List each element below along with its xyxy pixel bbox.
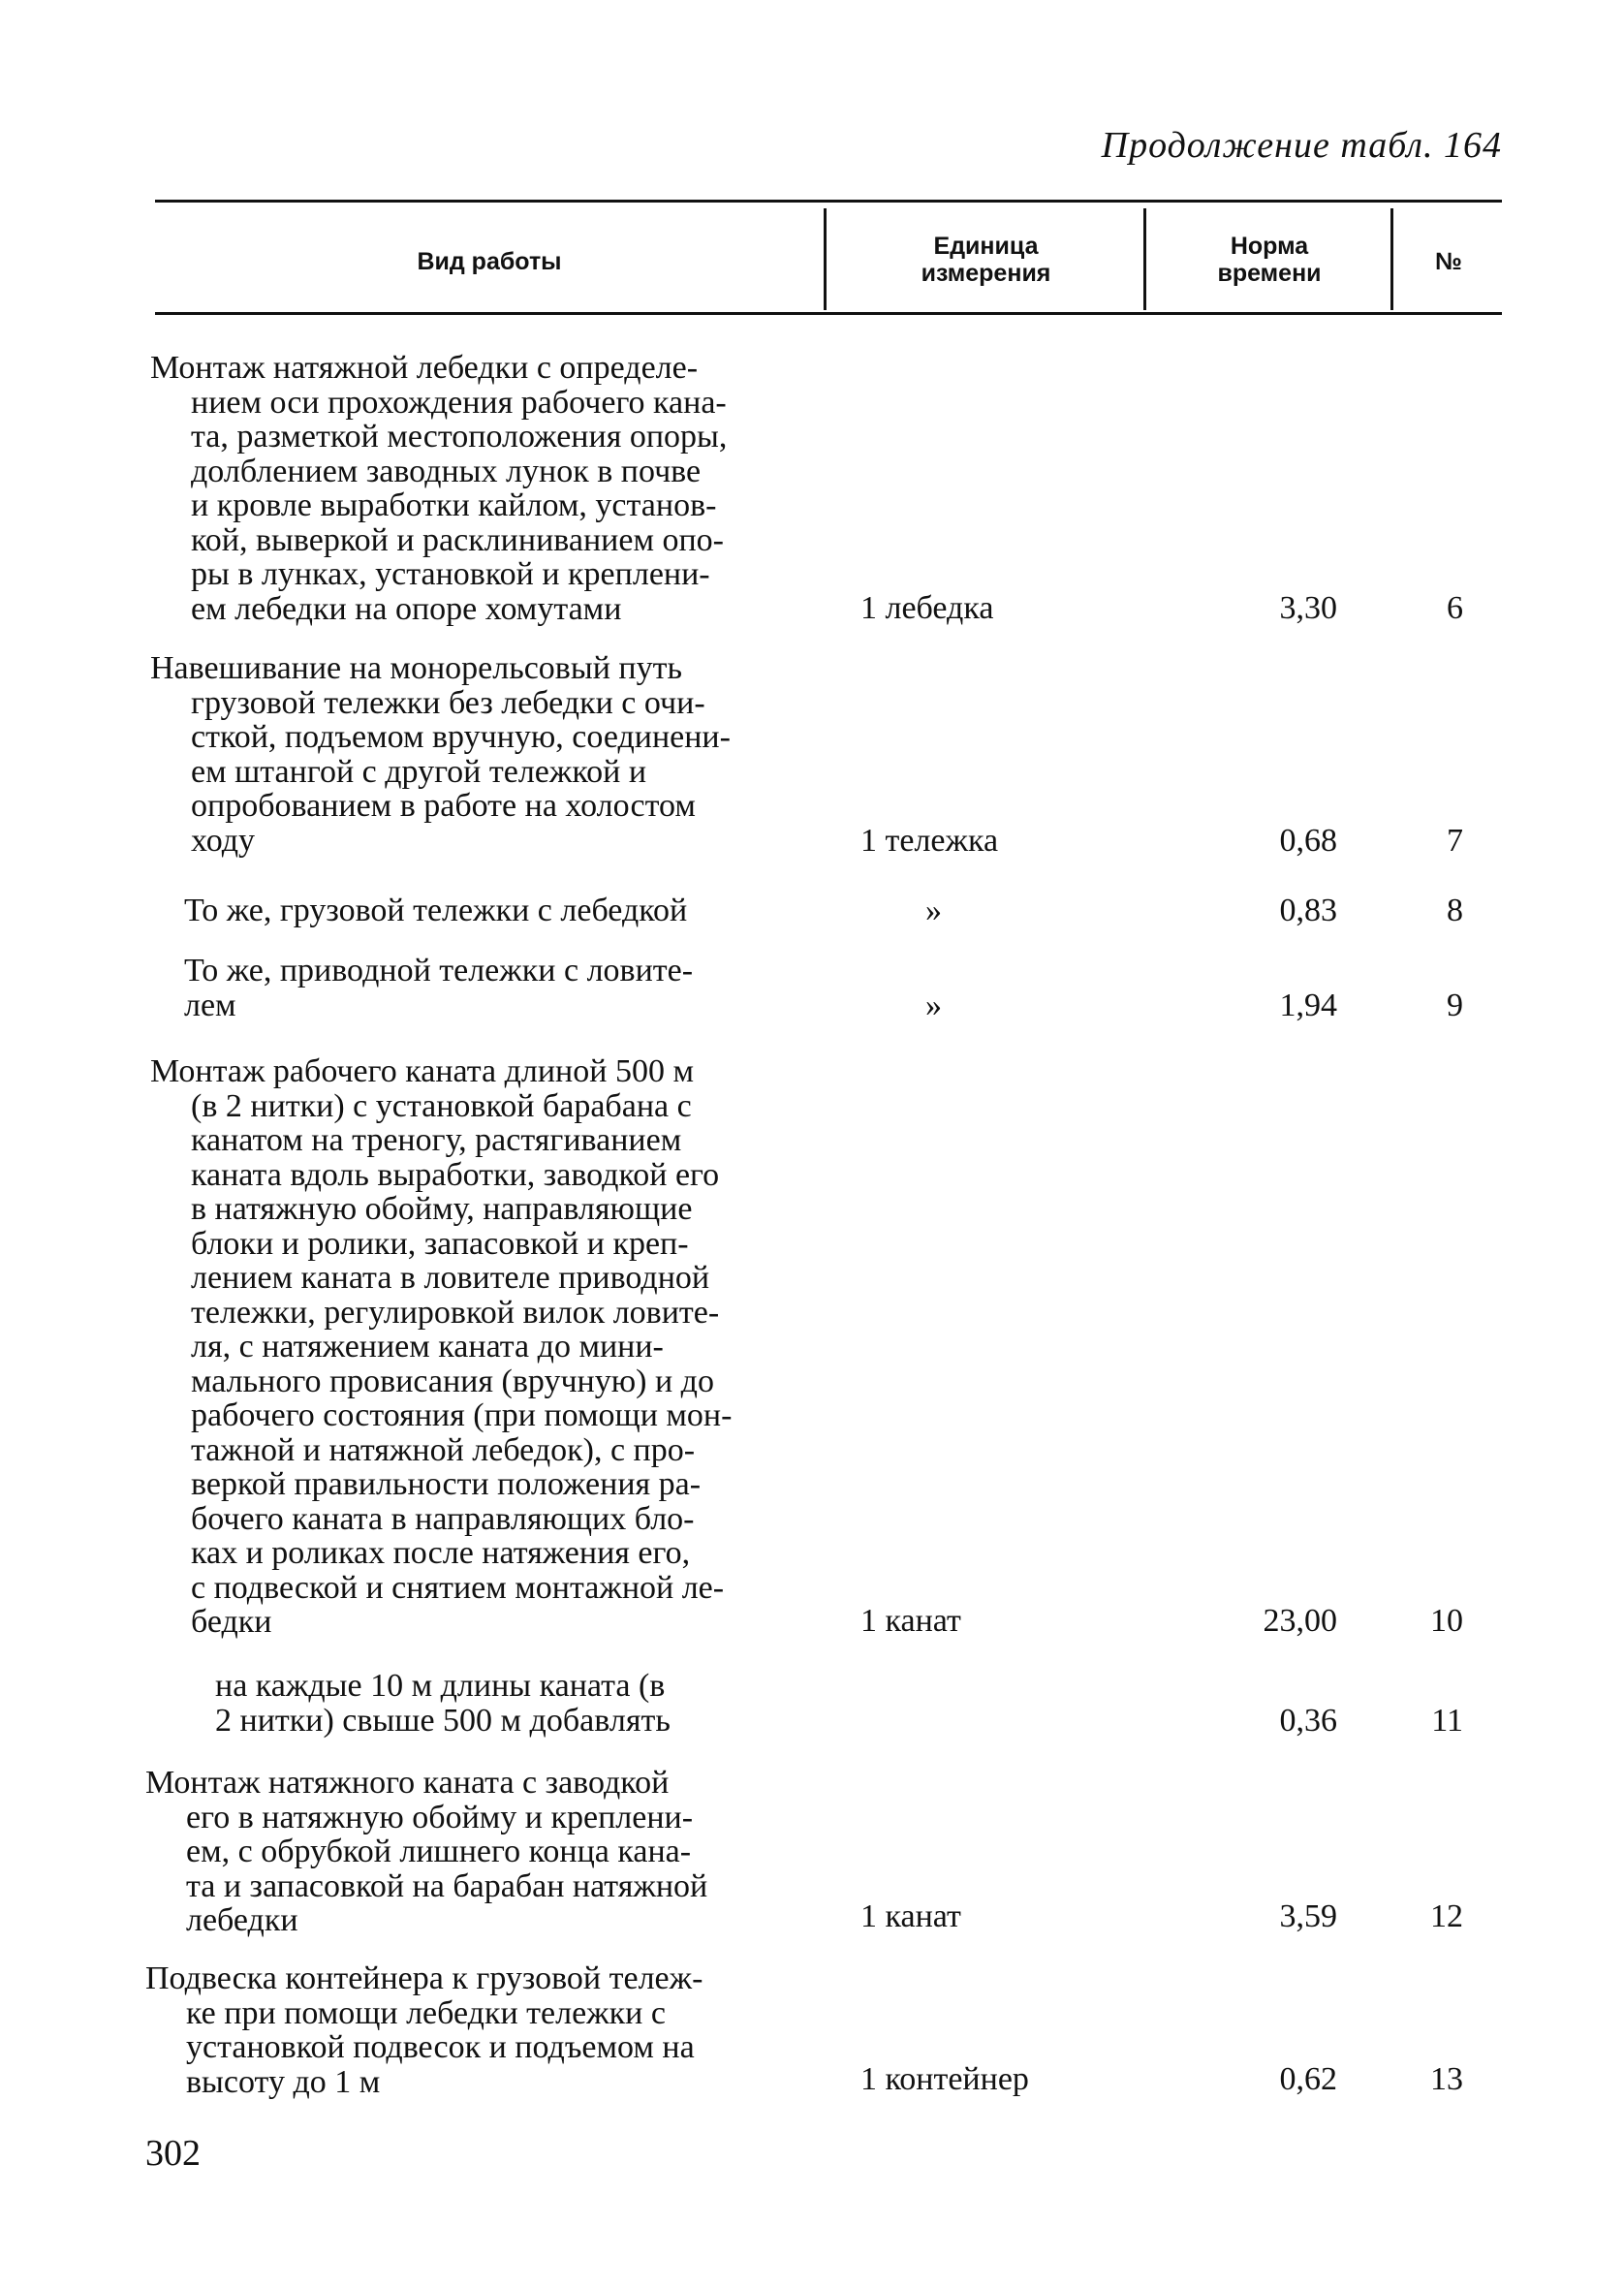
header-divider-3 [1390, 208, 1393, 310]
work-line: каната вдоль выработки, заводкой его [191, 1156, 720, 1193]
work-description [150, 651, 819, 858]
work-line: та, разметкой местоположения опоры, [191, 419, 728, 455]
norm-cell: 1,94 [1279, 988, 1337, 1023]
work-description [184, 894, 819, 928]
work-line: установкой подвесок и подъемом на [186, 2029, 695, 2065]
unit-cell: 1 канат [860, 1898, 961, 1934]
table-top-rule [155, 200, 1502, 203]
column-header-work-label: Вид работы [417, 248, 562, 275]
work-line: лебедки [186, 1902, 298, 1938]
norm-cell: 3,59 [1279, 1898, 1337, 1934]
work-line: ем, с обрубкой лишнего конца кана- [186, 1834, 692, 1869]
work-line: ках и роликах после натяжения его, [191, 1535, 691, 1571]
work-line: грузовой тележки без лебедки с очи- [191, 684, 705, 721]
work-line: рабочего состояния (при помощи мон- [191, 1397, 733, 1433]
unit-cell: » [925, 988, 942, 1023]
work-description [145, 1766, 819, 1938]
work-line: высоту до 1 м [186, 2063, 381, 2100]
page-number: 302 [145, 2133, 201, 2174]
work-line: веркой правильности положения ра- [191, 1466, 702, 1502]
header-divider-1 [824, 208, 827, 310]
work-line: тажной и натяжной лебедок), с про- [191, 1431, 696, 1468]
norm-cell: 0,68 [1279, 823, 1337, 859]
row-number-cell: 8 [1447, 893, 1463, 928]
norm-cell: 0,36 [1279, 1703, 1337, 1739]
work-line: мального провисания (вручную) и до [191, 1363, 714, 1399]
unit-cell: 1 лебедка [860, 590, 994, 626]
work-line: ры в лунках, установкой и креплени- [191, 556, 710, 592]
header-divider-2 [1143, 208, 1146, 310]
norm-cell: 0,62 [1279, 2061, 1337, 2097]
work-line: ля, с натяжением каната до мини- [191, 1329, 664, 1364]
row-number-cell: 9 [1447, 988, 1463, 1023]
row-number-cell: 7 [1447, 823, 1463, 859]
work-line: долблением заводных лунок в почве [191, 453, 702, 489]
work-line: бочего каната в направляющих бло- [191, 1500, 695, 1537]
work-line: в натяжную обойму, направляющие [191, 1191, 693, 1227]
column-header-num-label: № [1435, 248, 1462, 275]
unit-cell: 1 тележка [860, 823, 999, 859]
norm-cell: 3,30 [1279, 590, 1337, 626]
row-number-cell: 10 [1430, 1603, 1463, 1639]
column-header-unit [828, 233, 1143, 287]
unit-cell: 1 контейнер [860, 2061, 1029, 2097]
work-line: ем штангой с другой тележкой и [191, 753, 647, 790]
work-line: То же, грузовой тележки с лебедкой [184, 893, 688, 928]
norm-cell: 23,00 [1263, 1603, 1337, 1639]
column-header-norm [1148, 233, 1390, 287]
work-description [150, 1054, 819, 1640]
work-line: лением каната в ловителе приводной [191, 1260, 710, 1296]
work-line: канатом на треногу, растягиванием [191, 1122, 682, 1158]
work-description [145, 1961, 819, 2099]
work-line: (в 2 нитки) с установкой барабана с [191, 1087, 692, 1124]
work-description [150, 351, 819, 626]
work-line: нием оси прохождения рабочего кана- [191, 384, 727, 421]
column-header-norm-line2: времени [1217, 260, 1322, 287]
table-header-bottom-rule [155, 312, 1502, 315]
work-line: та и запасовкой на барабан натяжной [186, 1867, 708, 1904]
work-line: Монтаж натяжного каната с заводкой [145, 1765, 670, 1801]
work-description [184, 954, 819, 1022]
column-header-unit-line2: измерения [921, 260, 1051, 287]
work-line: бедки [191, 1604, 272, 1640]
work-line: тележки, регулировкой вилок ловите- [191, 1294, 720, 1331]
row-number-cell: 11 [1431, 1703, 1463, 1739]
work-line: Монтаж натяжной лебедки с определе- [150, 350, 699, 386]
work-line: с подвеской и снятием монтажной ле- [191, 1569, 725, 1606]
unit-cell: » [925, 893, 942, 928]
work-line: и кровле выработки кайлом, установ- [191, 487, 717, 523]
work-line: блоки и ролики, запасовкой и креп- [191, 1225, 689, 1262]
work-line: ем лебедки на опоре хомутами [191, 590, 622, 627]
table-caption: Продолжение табл. 164 [1101, 125, 1502, 166]
work-line: То же, приводной тележки с ловите- [184, 953, 694, 988]
row-number-cell: 12 [1430, 1898, 1463, 1934]
column-header-unit-line1: Единица [933, 233, 1039, 260]
work-line: его в натяжную обойму и креплени- [186, 1799, 694, 1835]
work-line: лем [184, 987, 236, 1023]
work-line: кой, выверкой и расклиниванием опо- [191, 521, 724, 558]
row-number-cell: 6 [1447, 590, 1463, 626]
work-line: Подвеска контейнера к грузовой тележ- [145, 1960, 703, 1996]
norm-cell: 0,83 [1279, 893, 1337, 928]
work-line: Монтаж рабочего каната длиной 500 м [150, 1053, 694, 1089]
work-line: ке при помощи лебедки тележки с [186, 1994, 666, 2031]
column-header-work [155, 248, 824, 275]
row-number-cell: 13 [1430, 2061, 1463, 2097]
work-line: на каждые 10 м длины каната (в [215, 1668, 666, 1704]
work-line: Навешивание на монорельсовый путь [150, 650, 682, 686]
column-header-num [1395, 248, 1502, 275]
work-description [215, 1669, 819, 1738]
unit-cell: 1 канат [860, 1603, 961, 1639]
work-line: 2 нитки) свыше 500 м добавлять [215, 1702, 671, 1739]
work-line: сткой, подъемом вручную, соединени- [191, 719, 731, 755]
work-line: опробованием в работе на холостом [191, 788, 696, 824]
work-line: ходу [191, 822, 256, 859]
column-header-norm-line1: Норма [1230, 233, 1309, 260]
